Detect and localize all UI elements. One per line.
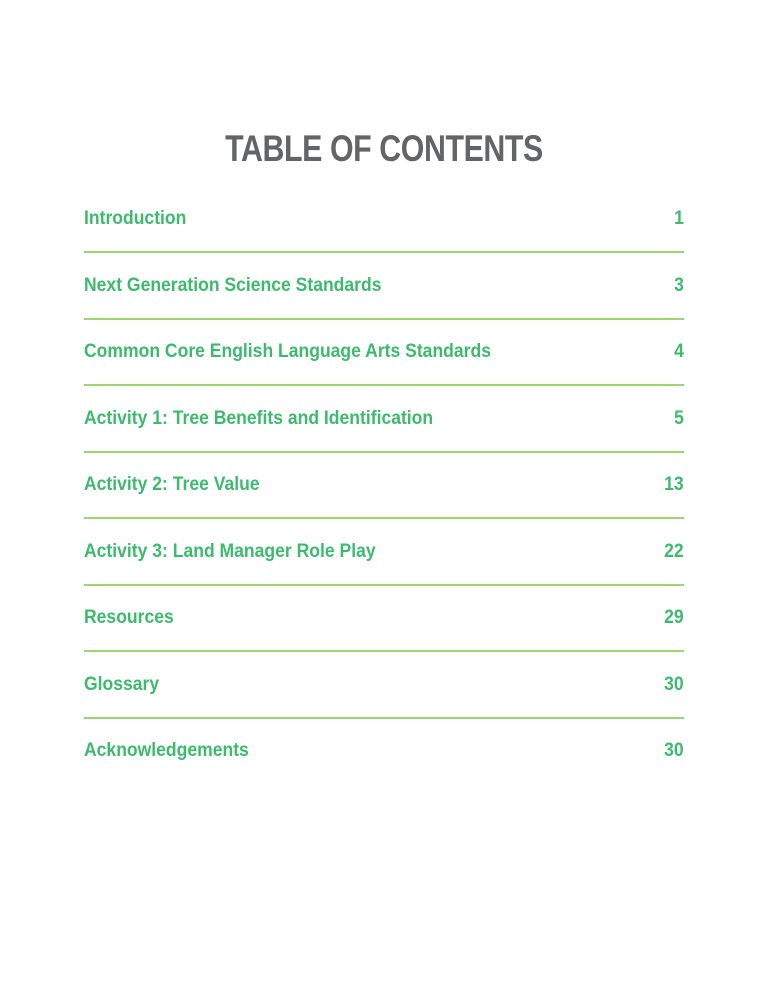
divider (84, 517, 684, 519)
table-of-contents (84, 202, 684, 801)
toc-entry-label[interactable]: Activity 2: Tree Value (84, 473, 260, 495)
toc-entry-page: 5 (674, 406, 684, 429)
toc-entry-activity-1[interactable] (84, 402, 684, 469)
toc-entry-activity-3[interactable] (84, 535, 684, 602)
divider (84, 717, 684, 719)
toc-entry-label[interactable]: Acknowledgements (84, 739, 249, 761)
toc-entry-resources[interactable] (84, 601, 684, 668)
divider (84, 384, 684, 386)
toc-entry-page: 13 (664, 473, 684, 495)
toc-entry-label[interactable]: Introduction (84, 207, 187, 229)
toc-entry-label[interactable]: Next Generation Science Standards (84, 273, 382, 296)
toc-entry-acknowledgements[interactable] (84, 734, 684, 801)
toc-entry-page: 3 (674, 273, 684, 296)
toc-entry-page: 30 (664, 672, 684, 695)
divider (84, 318, 684, 320)
toc-entry-page: 1 (674, 207, 684, 229)
toc-entry-introduction[interactable] (84, 202, 684, 269)
toc-entry-label[interactable]: Resources (84, 606, 174, 628)
toc-entry-ngss[interactable] (84, 269, 684, 336)
toc-entry-page: 30 (664, 739, 684, 761)
toc-entry-label[interactable]: Glossary (84, 672, 160, 695)
divider (84, 650, 684, 652)
toc-entry-glossary[interactable] (84, 668, 684, 735)
divider (84, 451, 684, 453)
toc-entry-common-core[interactable] (84, 335, 684, 402)
toc-entry-activity-2[interactable] (84, 468, 684, 535)
divider (84, 251, 684, 253)
toc-entry-label[interactable]: Common Core English Language Arts Standards (84, 340, 491, 362)
divider (84, 584, 684, 586)
toc-entry-label[interactable]: Activity 1: Tree Benefits and Identification (84, 406, 434, 429)
toc-entry-label[interactable]: Activity 3: Land Manager Role Play (84, 539, 376, 562)
page-title: TABLE OF CONTENTS (225, 128, 543, 169)
toc-entry-page: 4 (674, 340, 684, 362)
toc-entry-page: 22 (664, 539, 684, 562)
toc-entry-page: 29 (664, 606, 684, 628)
